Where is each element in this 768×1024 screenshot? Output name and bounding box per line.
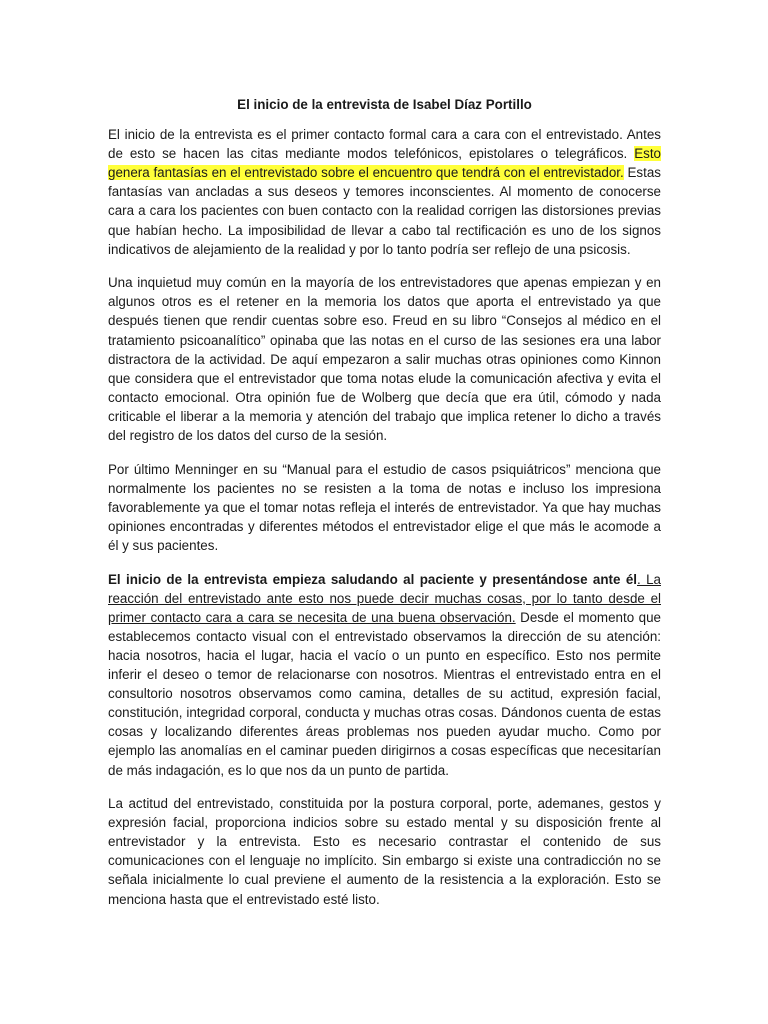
paragraph-2: Una inquietud muy común en la mayoría de los entrevistadores que apenas empiezan y en algunos otros es el retener en la memoria los datos que aporta el entrevistado ya que después tienen que rendir cuentas sobre eso. Freud en su libro “Consejos al médico en el tratamiento psicoanalítico” opinaba que las notas en el curso de las sesiones era una labor distractora de la actividad. De aquí empezaron a salir muchas otras opiniones como Kinnon que considera que el entrevistador que toma notas elude la comunicación afectiva y evita el contacto emocional. Otra opinión fue de Wolberg que decía que era útil, cómodo y nada criticable el liberar a la memoria y atención del trabajo que implica retener lo dicho a través del registro de los datos del curso de la sesión. <box>108 275 661 443</box>
paragraph-1-text-a: El inicio de la entrevista es el primer contacto formal cara a cara con el entrevistado. Antes de esto se hacen las citas mediante modos telefónicos, epistolares o telegráficos. <box>108 127 661 162</box>
underlined-text: . La reacción del entrevistado ante esto nos puede decir muchas cosas, por lo tanto desde el primer contacto cara a cara se necesita de una buena observación. <box>108 571 661 625</box>
highlighted-text: Esto genera fantasías en el entrevistado sobre el encuentro que tendrá con el entrevistador. <box>108 146 661 181</box>
paragraph-4 <box>108 570 661 780</box>
paragraph-1 <box>108 125 661 259</box>
paragraph-4-text: Desde el momento que establecemos contacto visual con el entrevistado observamos la dirección de su atención: hacia nosotros, hacia el lugar, hacia el vacío o un punto en específico. Esto nos permite inferir el deseo o temor de relacionarse con nosotros. Mientras el entrevistado entra en el consultorio nosotros observamos como camina, detalles de su actitud, expresión facial, constitución, integridad corporal, conducta y muchas otras cosas. Dándonos cuenta de estas cosas y localizando diferentes áreas problemas nos pueden ayudar mucho. Como por ejemplo las anomalías en el caminar pueden dirigirnos a cosas específicas que necesitarían de más indagación, es lo que nos da un punto de partida. <box>108 609 661 778</box>
paragraph-3: Por último Menninger en su “Manual para el estudio de casos psiquiátricos” menciona que normalmente los pacientes no se resisten a la toma de notas e incluso los impresiona favorablemente ya que el tomar notas refleja el interés de entrevistador. Ya que hay muchas opiniones encontradas y diferentes métodos el entrevistador elige el que más le acomode a él y sus pacientes. <box>108 461 661 553</box>
bold-text: El inicio de la entrevista empieza saludando al paciente y presentándose ante él <box>108 571 637 587</box>
document-title: El inicio de la entrevista de Isabel Díaz Portillo <box>237 97 532 112</box>
document-page <box>108 95 661 923</box>
paragraph-1-text-b: Estas fantasías van ancladas a sus deseos y temores inconscientes. Al momento de conocerse cara a cara los pacientes con buen contacto con la realidad corrigen las distorsiones previas que habían hecho. La imposibilidad de llevar a cabo tal rectificación es uno de los signos indicativos de alejamiento de la realidad y por lo tanto podría ser reflejo de una psicosis. <box>108 165 661 257</box>
paragraph-5: La actitud del entrevistado, constituida por la postura corporal, porte, ademanes, gestos y expresión facial, proporciona indicios sobre su estado mental y su disposición frente al entrevistador y la entrevista. Esto es necesario contrastar el contenido de sus comunicaciones con el lenguaje no implícito. Sin embargo si existe una contradicción no se señala inicialmente lo cual previene el aumento de la resistencia a la exploración. Esto se menciona hasta que el entrevistado esté listo. <box>108 796 661 907</box>
